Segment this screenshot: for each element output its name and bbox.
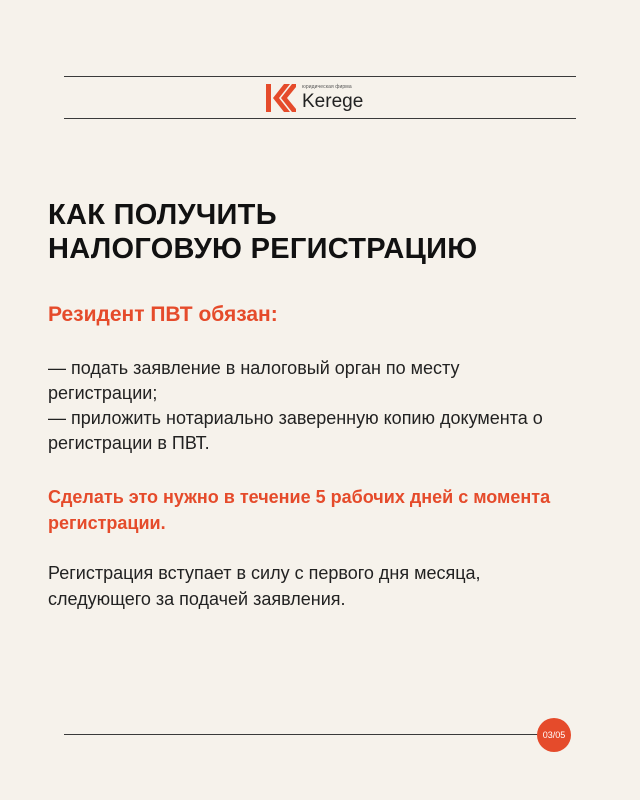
section-subtitle: Резидент ПВТ обязан: — [48, 303, 278, 326]
effective-date-note: Регистрация вступает в силу с первого дня месяца, следующего за подачей заявления. — [48, 563, 481, 609]
deadline-highlight: Сделать это нужно в течение 5 рабочих дней с момента регистрации. — [48, 487, 551, 533]
page-title-line-2: НАЛОГОВУЮ РЕГИСТРАЦИЮ — [48, 233, 478, 265]
list-item: — подать заявление в налоговый орган по месту регистрации; — [48, 358, 460, 403]
top-divider — [64, 76, 576, 77]
header-divider — [64, 118, 576, 119]
brand-logo — [266, 84, 363, 112]
bottom-divider — [64, 734, 540, 735]
page-indicator-badge: 03/05 — [537, 718, 571, 752]
page-title-line-1: КАК ПОЛУЧИТЬ — [48, 199, 277, 231]
page-title — [48, 198, 608, 266]
double-chevron-icon — [266, 84, 296, 112]
list-item: — приложить нотариально заверенную копию документа о регистрации в ПВТ. — [48, 408, 543, 453]
brand-name: Kerege — [302, 91, 364, 112]
brand-subtitle: юридическая фирма — [302, 84, 352, 90]
obligations-list — [48, 356, 568, 456]
